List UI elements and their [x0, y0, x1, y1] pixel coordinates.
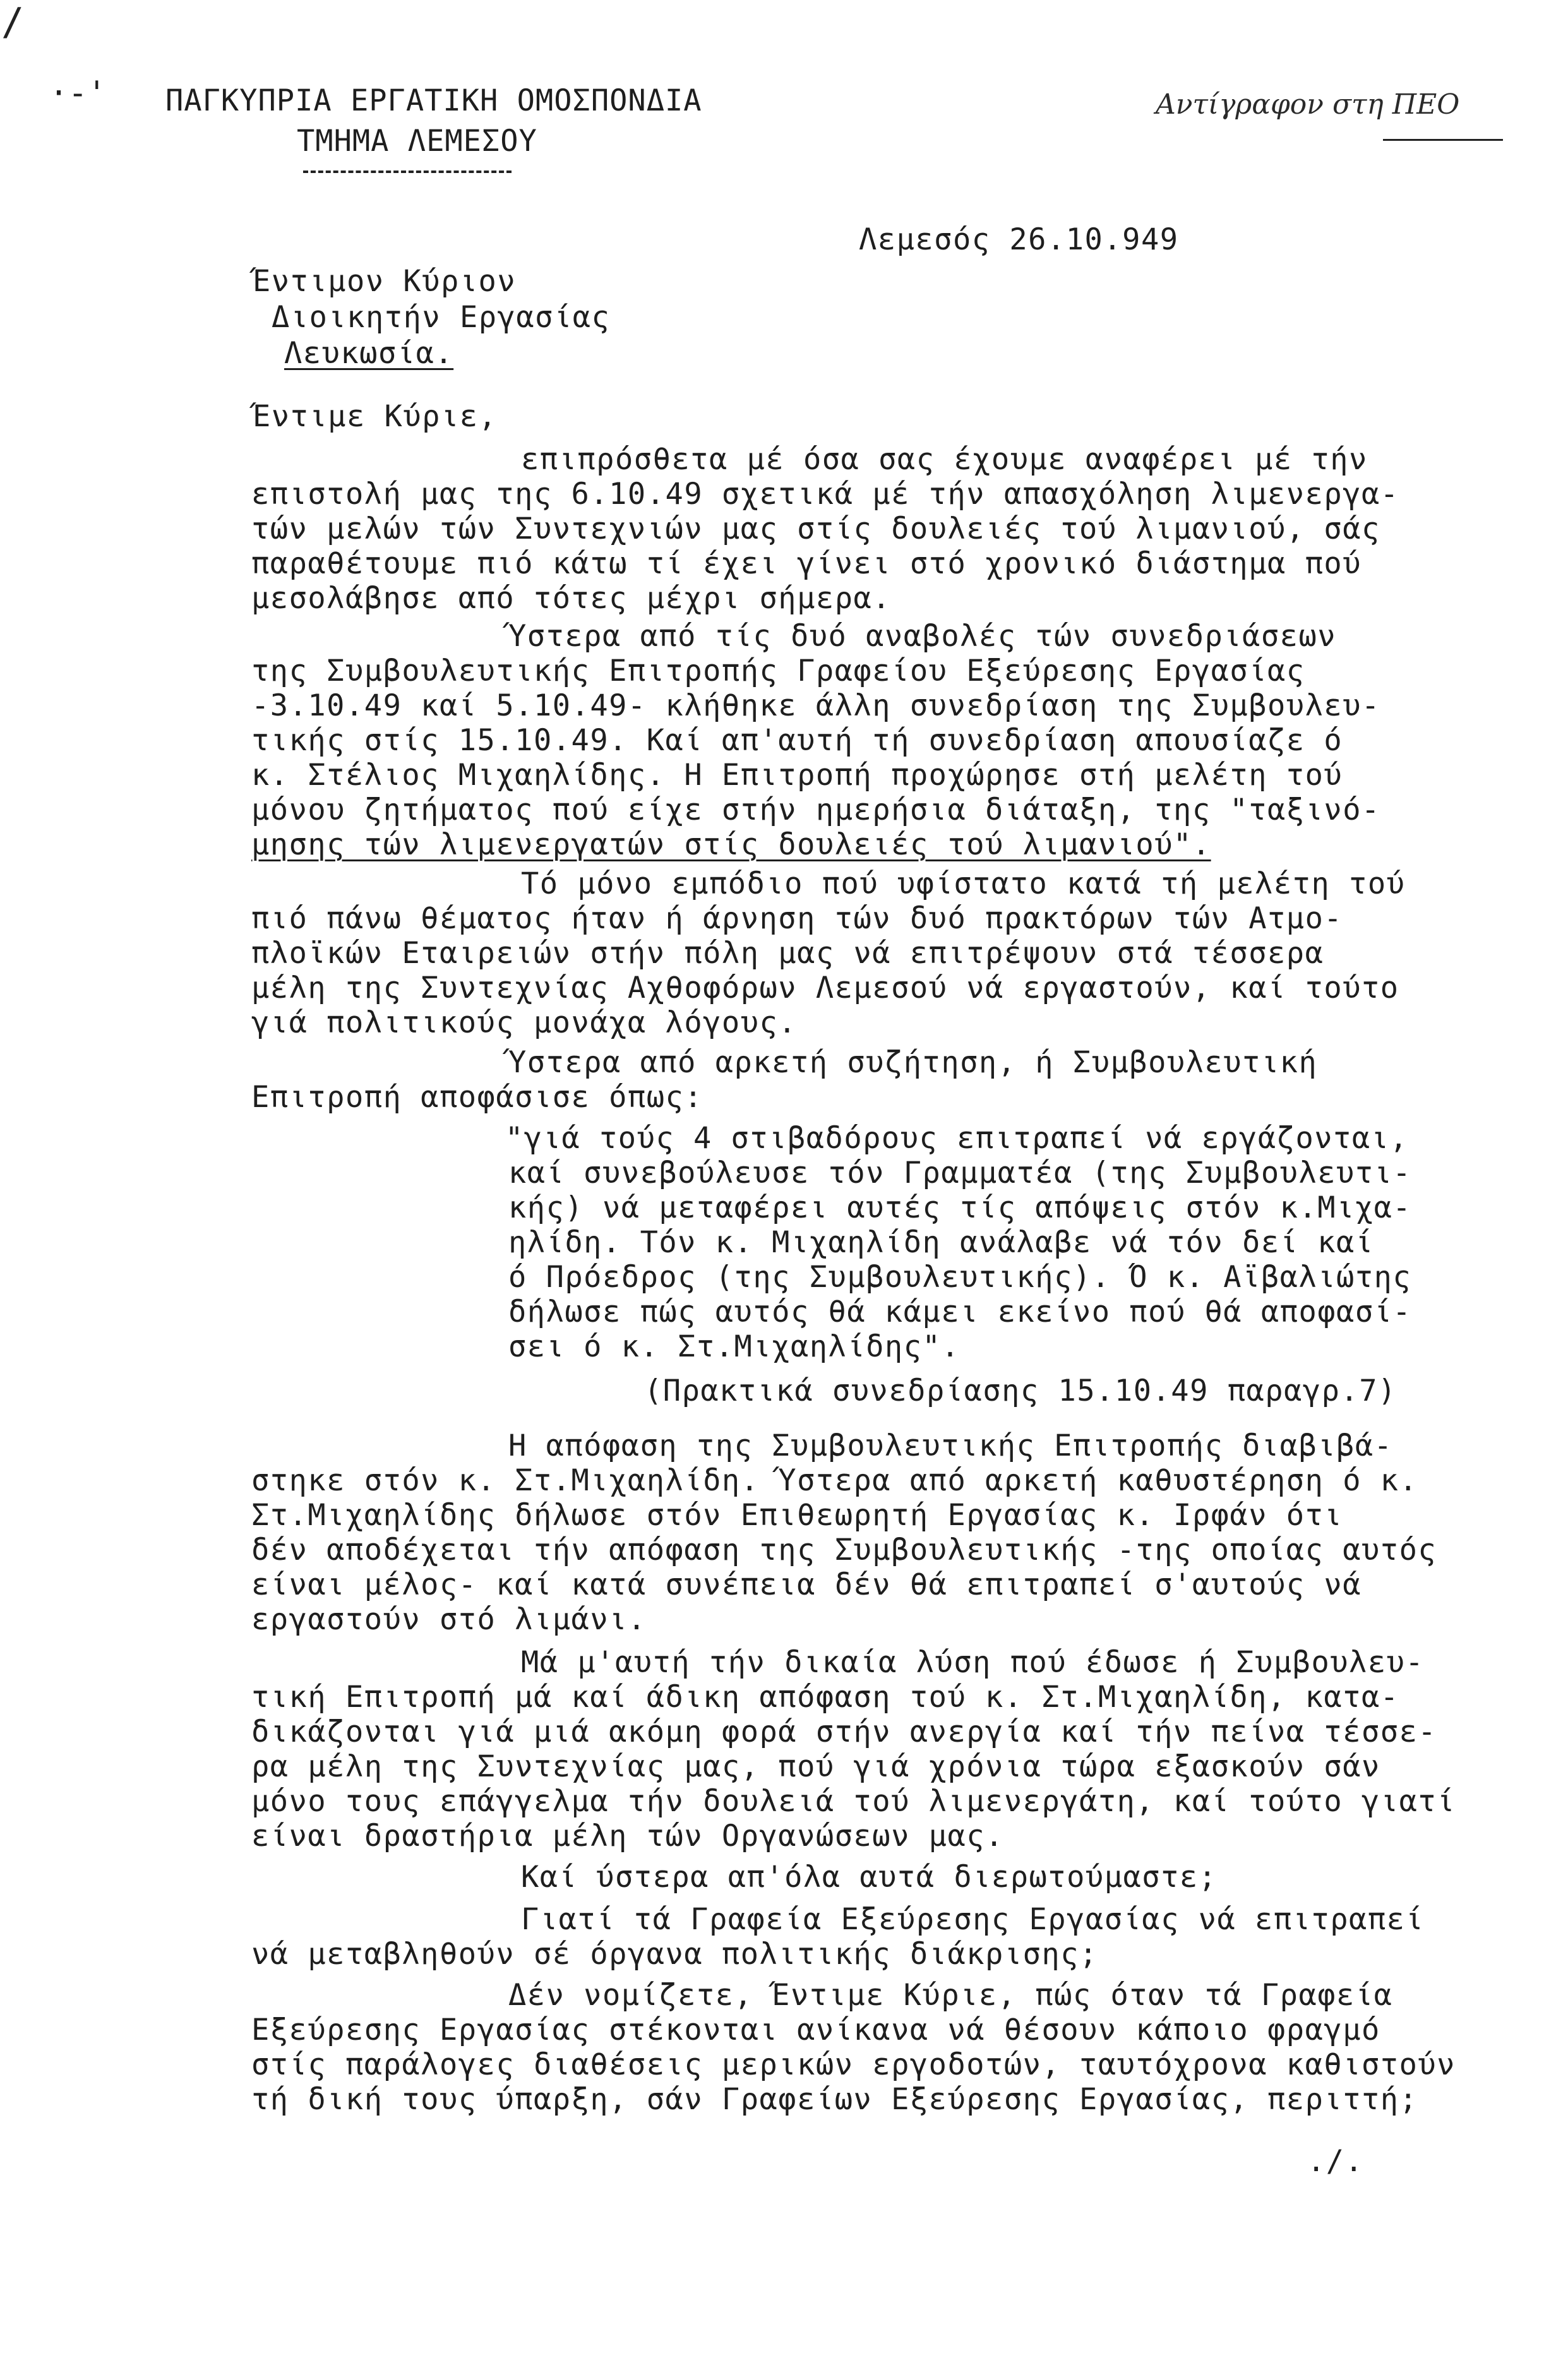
quote-line: κής) νά μεταφέρει αυτές τίς απόψεις στόν κ.Μιχα-: [508, 1190, 1412, 1225]
body-line: ρα μέλη της Συντεχνίας μας, πού γιά χρόνια τώρα εξασκούν σάν: [251, 1749, 1380, 1784]
body-line: -3.10.49 καί 5.10.49- κλήθηκε άλλη συνεδρίαση της Συμβουλευ-: [251, 688, 1380, 723]
body-line: δικάζονται γιά μιά ακόμη φορά στήν ανεργία καί τήν πείνα τέσσε-: [251, 1715, 1437, 1749]
letterhead-branch: ΤΜΗΜΑ ΛΕΜΕΣΟΥ: [297, 124, 537, 159]
body-line: εργαστούν στό λιμάνι.: [251, 1602, 647, 1637]
body-line: Εξεύρεσης Εργασίας στέκονται ανίκανα νά θέσουν κάποιο φραγμό: [251, 2013, 1380, 2047]
quote-line: καί συνεβούλευσε τόν Γραμματέα (της Συμβουλευτι-: [508, 1156, 1412, 1190]
quote-line: δήλωσε πώς αυτός θά κάμει εκείνο πού θά αποφασί-: [508, 1295, 1412, 1329]
body-line: Η απόφαση της Συμβουλευτικής Επιτροπής διαβιβά-: [508, 1428, 1393, 1463]
body-line: Επιτροπή αποφάσισε όπως:: [251, 1080, 703, 1115]
body-line: τή δική τους ύπαρξη, σάν Γραφείων Εξεύρεσης Εργασίας, περιττή;: [251, 2082, 1418, 2117]
body-line: Γιατί τά Γραφεία Εξεύρεσης Εργασίας νά επιτραπεί: [521, 1902, 1425, 1937]
scan-mark: ·-': [49, 75, 107, 111]
body-line: πλοϊκών Εταιρειών στήν πόλη μας νά επιτρέψουν στά τέσσερα: [251, 936, 1324, 971]
body-line: Καί ύστερα απ'όλα αυτά διερωτούμαστε;: [521, 1860, 1218, 1895]
body-line: στηκε στόν κ. Στ.Μιχαηλίδη. Ύστερα από αρκετή καθυστέρηση ό κ.: [251, 1463, 1418, 1498]
body-line: της Συμβουλευτικής Επιτροπής Γραφείου Εξεύρεσης Εργασίας: [251, 654, 1305, 688]
body-line: Ύστερα από τίς δυό αναβολές τών συνεδριάσεων: [508, 619, 1337, 654]
citation: (Πρακτικά συνεδρίασης 15.10.49 παραγρ.7): [644, 1374, 1397, 1408]
body-line: στίς παράλογες διαθέσεις μερικών εργοδοτών, ταυτόχρονα καθιστούν: [251, 2047, 1456, 2082]
continuation-mark: ./.: [1307, 2144, 1364, 2179]
recipient-line-1: Έντιμον Κύριον: [253, 264, 517, 299]
body-line: είναι μέλος- καί κατά συνέπεια δέν θά επιτραπεί σ'αυτούς νά: [251, 1567, 1362, 1602]
body-line: δέν αποδέχεται τήν απόφαση της Συμβουλευτικής -της οποίας αυτός: [251, 1533, 1437, 1567]
quote-line: σει ό κ. Στ.Μιχαηλίδης".: [508, 1329, 961, 1364]
body-line: μόνου ζητήματος πού είχε στήν ημερήσια διάταξη, της "ταξινό-: [251, 793, 1380, 827]
body-line: μέλη της Συντεχνίας Αχθοφόρων Λεμεσού νά εργαστούν, καί τούτο: [251, 971, 1399, 1005]
body-line: Μά μ'αυτή τήν δικαία λύση πού έδωσε ή Συμβουλευ-: [521, 1645, 1425, 1680]
body-line: πιό πάνω θέματος ήταν ή άρνηση τών δυό πρακτόρων τών Ατμο-: [251, 901, 1343, 936]
body-line: νά μεταβληθούν σέ όργανα πολιτικής διάκρισης;: [251, 1937, 1098, 1972]
scan-mark: /: [1, 0, 25, 44]
salutation: Έντιμε Κύριε,: [253, 399, 498, 434]
body-line: μόνο τους επάγγελμα τήν δουλειά τού λιμενεργάτη, καί τούτο γιατί: [251, 1784, 1456, 1819]
recipient-city: Λευκωσία.: [284, 336, 454, 371]
body-line: κ. Στέλιος Μιχαηλίδης. Η Επιτροπή προχώρησε στή μελέτη τού: [251, 758, 1343, 793]
quote-line: "γιά τούς 4 στιβαδόρους επιτραπεί νά εργάζονται,: [505, 1121, 1409, 1156]
body-line: τική Επιτροπή μά καί άδικη απόφαση τού κ. Στ.Μιχαηλίδη, κατα-: [251, 1680, 1399, 1715]
body-line: παραθέτουμε πιό κάτω τί έχει γίνει στό χρονικό διάστημα πού: [251, 546, 1362, 581]
body-line: Ύστερα από αρκετή συζήτηση, ή Συμβουλευτική: [508, 1045, 1318, 1080]
body-line: Τό μόνο εμπόδιο πού υφίστατο κατά τή μελέτη τού: [521, 866, 1406, 901]
date-line: Λεμεσός 26.10.949: [859, 222, 1179, 257]
recipient-line-2: Διοικητήν Εργασίας: [272, 300, 611, 335]
quote-line: ηλίδη. Τόν κ. Μιχαηλίδη ανάλαβε νά τόν δεί καί: [508, 1225, 1374, 1260]
handwritten-rule: [1383, 139, 1503, 141]
body-line: είναι δραστήρια μέλη τών Οργανώσεων μας.: [251, 1819, 1004, 1853]
body-line: Στ.Μιχαηλίδης δήλωσε στόν Επιθεωρητή Εργασίας κ. Ιρφάν ότι: [251, 1498, 1343, 1533]
body-line: επιπρόσθετα μέ όσα σας έχουμε αναφέρει μέ τήν: [521, 442, 1368, 477]
body-line: Δέν νομίζετε, Έντιμε Κύριε, πώς όταν τά Γραφεία: [508, 1978, 1393, 2013]
body-line: τών μελών τών Συντεχνιών μας στίς δουλειές τού λιμανιού, σάς: [251, 512, 1380, 546]
body-line: επιστολή μας της 6.10.49 σχετικά μέ τήν απασχόληση λιμενεργα-: [251, 477, 1399, 512]
body-line: μησης τών λιμενεργατών στίς δουλειές τού λιμανιού".: [251, 827, 1211, 862]
letterhead-org: ΠΑΓΚΥΠΡΙΑ ΕΡΓΑΤΙΚΗ ΟΜΟΣΠΟΝΔΙΑ: [165, 83, 702, 118]
body-line: γιά πολιτικούς μονάχα λόγους.: [251, 1005, 798, 1040]
body-line: τικής στίς 15.10.49. Καί απ'αυτή τή συνεδρίαση απουσίαζε ό: [251, 723, 1343, 758]
body-line: μεσολάβησε από τότες μέχρι σήμερα.: [251, 581, 892, 616]
letterhead-rule: [303, 171, 512, 173]
quote-line: ό Πρόεδρος (της Συμβουλευτικής). Ό κ. Αϊβαλιώτης: [508, 1260, 1412, 1295]
handwritten-note: Αντίγραφον στη ΠΕΟ: [1156, 88, 1460, 121]
